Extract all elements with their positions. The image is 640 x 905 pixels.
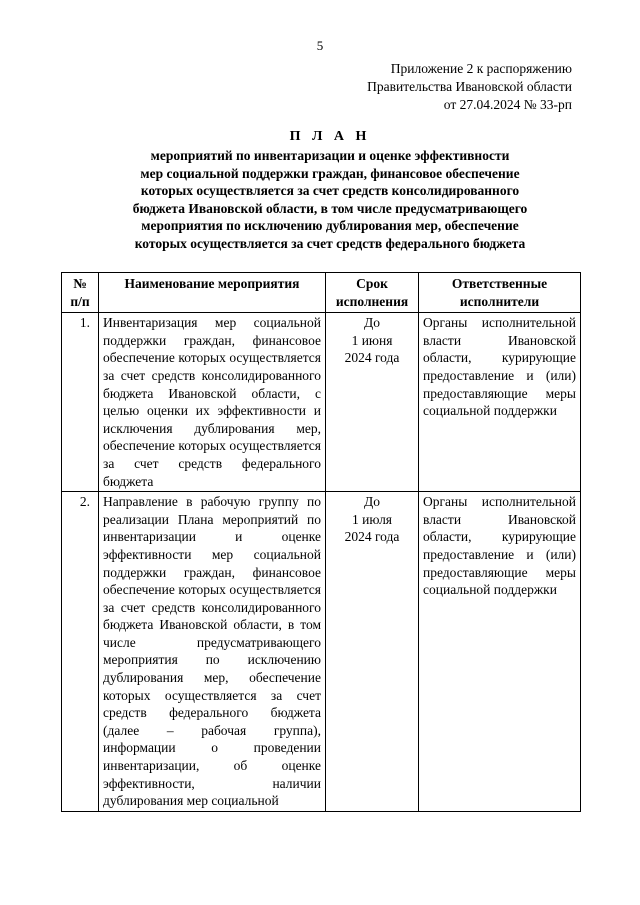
table-header-row — [62, 273, 581, 313]
subtitle-line: мероприятий по инвентаризации и оценке эффективности — [150, 148, 510, 163]
row-name: Направление в рабочую группу по реализации Плана мероприятий по инвентаризации и оценке эффективности мер социальной поддержки граждан, финансовое обеспечение которых осуществляется за счет средств консолидированного бюджета Ивановской области, в том числе предусматривающего мероприятия по исключению дублирования мер, обеспечение которых осуществляется за счет средств федерального бюджета (далее – рабочая группа), информации о проведении инвентаризации, об оценке эффективности, наличии дублирования мер социальной — [99, 492, 326, 812]
appendix-block — [367, 60, 572, 114]
appendix-line-1: Приложение 2 к распоряжению — [390, 61, 572, 76]
plan-subtitle — [60, 147, 600, 253]
row-name: Инвентаризация мер социальной поддержки граждан, финансовое обеспечение которых осуществляется за счет средств консолидированного бюджета Ивановской области, с целью оценки их эффективности и исключения дублирования мер, обеспечение которых осуществляется за счет средств федерального бюджета — [99, 313, 326, 492]
row-responsible: Органы исполнительной власти Ивановской области, курирующие предоставление и (или) предоставляющие меры социальной поддержки — [419, 492, 581, 812]
document-title — [60, 127, 600, 253]
page-number: 5 — [316, 38, 324, 53]
header-responsible: Ответственные исполнители — [419, 273, 581, 313]
header-term: Срок исполнения — [326, 273, 419, 313]
row-term: До 1 июля 2024 года — [326, 492, 419, 812]
plan-table — [61, 272, 581, 812]
row-number: 2. — [62, 492, 99, 812]
row-number: 1. — [62, 313, 99, 492]
table-row — [62, 313, 581, 492]
subtitle-line: бюджета Ивановской области, в том числе предусматривающего — [132, 200, 528, 216]
subtitle-line: мер социальной поддержки граждан, финансовое обеспечение — [140, 165, 520, 181]
subtitle-line: которых осуществляется за счет средств консолидированного — [140, 183, 520, 199]
row-term: До 1 июня 2024 года — [326, 313, 419, 492]
header-name: Наименование мероприятия — [99, 273, 326, 313]
plan-heading: П Л А Н — [289, 129, 371, 144]
appendix-line-2: Правительства Ивановской области — [367, 79, 572, 94]
table-row — [62, 492, 581, 812]
appendix-line-3: от 27.04.2024 № 33-рп — [443, 97, 572, 112]
header-num: № п/п — [62, 273, 99, 313]
subtitle-line: которых осуществляется за счет средств федерального бюджета — [134, 235, 526, 251]
subtitle-line: мероприятия по исключению дублирования мер, обеспечение — [141, 218, 519, 234]
row-responsible: Органы исполнительной власти Ивановской области, курирующие предоставление и (или) предоставляющие меры социальной поддержки — [419, 313, 581, 492]
